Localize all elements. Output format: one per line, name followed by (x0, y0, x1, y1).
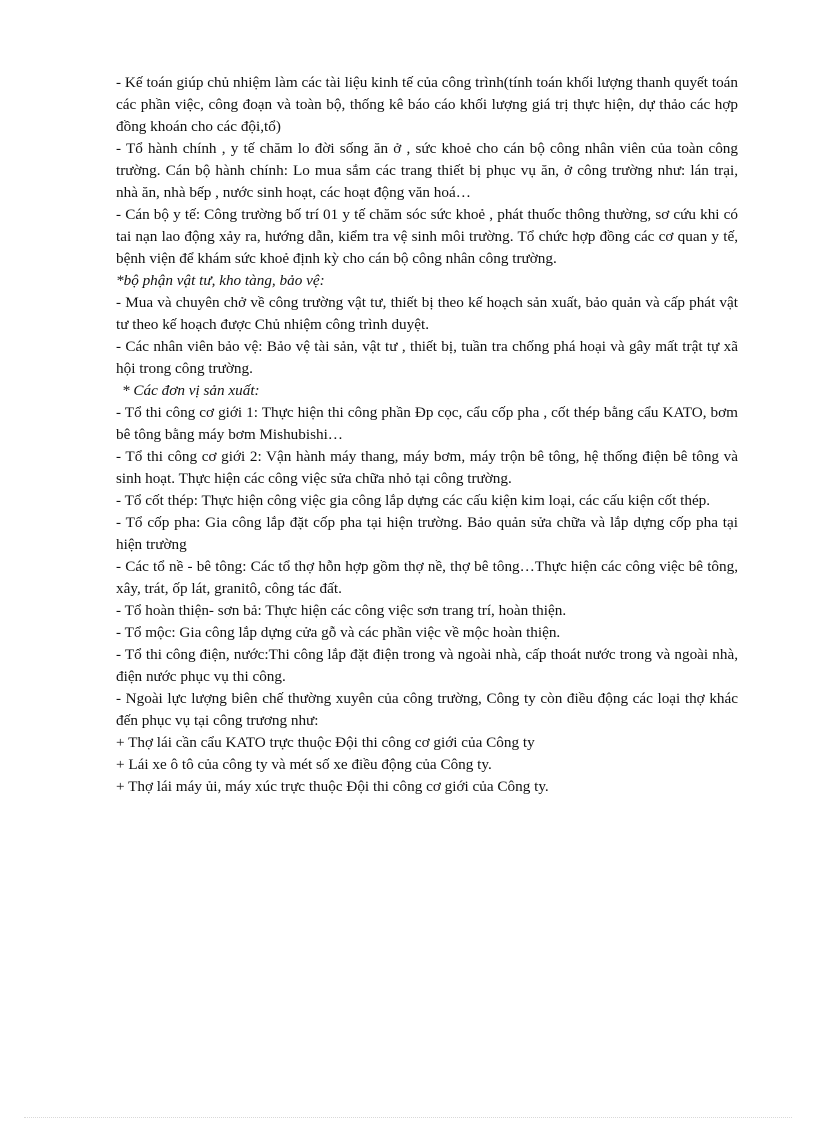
paragraph-ke-toan: - Kế toán giúp chủ nhiệm làm các tài liệu kinh tế của công trình(tính toán khối lượng thanh quyết toán các phần việc, công đoạn và toàn bộ, thống kê báo cáo khối lượng giá trị thực hiện, dự thảo các hợp đồng khoán cho các đội,tổ) (116, 74, 738, 135)
paragraph-hoan-thien: - Tổ hoàn thiện- sơn bả: Thực hiện các công việc sơn trang trí, hoàn thiện. (116, 602, 567, 619)
section-heading-vat-tu: *bộ phận vật tư, kho tàng, bảo vệ: (116, 272, 325, 289)
paragraph-ne-be-tong: - Các tổ nề - bê tông: Các tổ thợ hỗn hợp gồm thợ nề, thợ bê tông…Thực hiện các công việc bê tông, xây, trát, ốp lát, granitô, công tác đất. (116, 558, 738, 597)
paragraph-can-bo-y-te: - Cán bộ y tế: Công trường bố trí 01 y tế chăm sóc sức khoẻ , phát thuốc thông thường, sơ cứu khi có tai nạn lao động xảy ra, hướng dẫn, kiểm tra vệ sinh môi trường. Tổ chức hợp đồng các cơ quan y tế, bệnh viện để khám sức khoẻ định kỳ cho cán bộ công nhân công trường. (116, 206, 738, 267)
paragraph-mua-chuyen-cho: - Mua và chuyên chở về công trường vật tư, thiết bị theo kế hoạch sản xuất, bảo quản và cấp phát vật tư theo kế hoạch được Chủ nhiệm công trình duyệt. (116, 294, 738, 333)
document-body (116, 72, 738, 798)
paragraph-dien-nuoc: - Tổ thi công điện, nước:Thi công lắp đặt điện trong và ngoài nhà, cấp thoát nước trong và ngoài nhà, điện nước phục vụ thi công. (116, 646, 738, 685)
paragraph-co-gioi-1: - Tổ thi công cơ giới 1: Thực hiện thi công phần Ðp cọc, cẩu cốp pha , cốt thép bằng cẩu KATO, bơm bê tông bằng máy bơm Mishubishi… (116, 404, 738, 443)
list-item-can-cau: + Thợ lái cần cẩu KATO trực thuộc Đội thi công cơ giới của Công ty (116, 734, 535, 751)
paragraph-nhan-vien-bao-ve: - Các nhân viên bảo vệ: Bảo vệ tài sản, vật tư , thiết bị, tuần tra chống phá hoại và gây mất trật tự xã hội trong công trường. (116, 338, 738, 377)
paragraph-cop-pha: - Tổ cốp pha: Gia công lắp đặt cốp pha tại hiện trường. Bảo quản sửa chữa và lắp dựng cốp pha tại hiện trường (116, 514, 738, 553)
paragraph-cot-thep: - Tổ cốt thép: Thực hiện công việc gia công lắp dựng các cấu kiện kim loại, các cấu kiện cốt thép. (116, 492, 711, 509)
paragraph-ngoai-luc-luong: - Ngoài lực lượng biên chế thường xuyên của công trường, Công ty còn điều động các loại thợ khác đến phục vụ tại công trương như: (116, 690, 738, 729)
paragraph-to-hanh-chinh: - Tổ hành chính , y tế chăm lo đời sống ăn ở , sức khoẻ cho cán bộ công nhân viên của toàn công trường. Cán bộ hành chính: Lo mua sắm các trang thiết bị phục vụ ăn, ở công trường như: lán trại, nhà ăn, nhà bếp , nước sinh hoạt, các hoạt động văn hoá… (116, 140, 738, 201)
list-item-lai-xe: + Lái xe ô tô của công ty và mét số xe điều động của Công ty. (116, 756, 492, 773)
list-item-may-ui: + Thợ lái máy ủi, máy xúc trực thuộc Đội thi công cơ giới của Công ty. (116, 778, 549, 795)
paragraph-co-gioi-2: - Tổ thi công cơ giới 2: Vận hành máy thang, máy bơm, máy trộn bê tông, hệ thống điện bê tông và sinh hoạt. Thực hiện các công việc sửa chữa nhỏ tại công trường. (116, 448, 738, 487)
section-heading-don-vi-san-xuat: * Các đơn vị sản xuất: (122, 382, 260, 399)
paragraph-moc: - Tổ mộc: Gia công lắp dựng cửa gỗ và các phần việc về mộc hoàn thiện. (116, 624, 561, 641)
page-bottom-divider (24, 1117, 792, 1118)
